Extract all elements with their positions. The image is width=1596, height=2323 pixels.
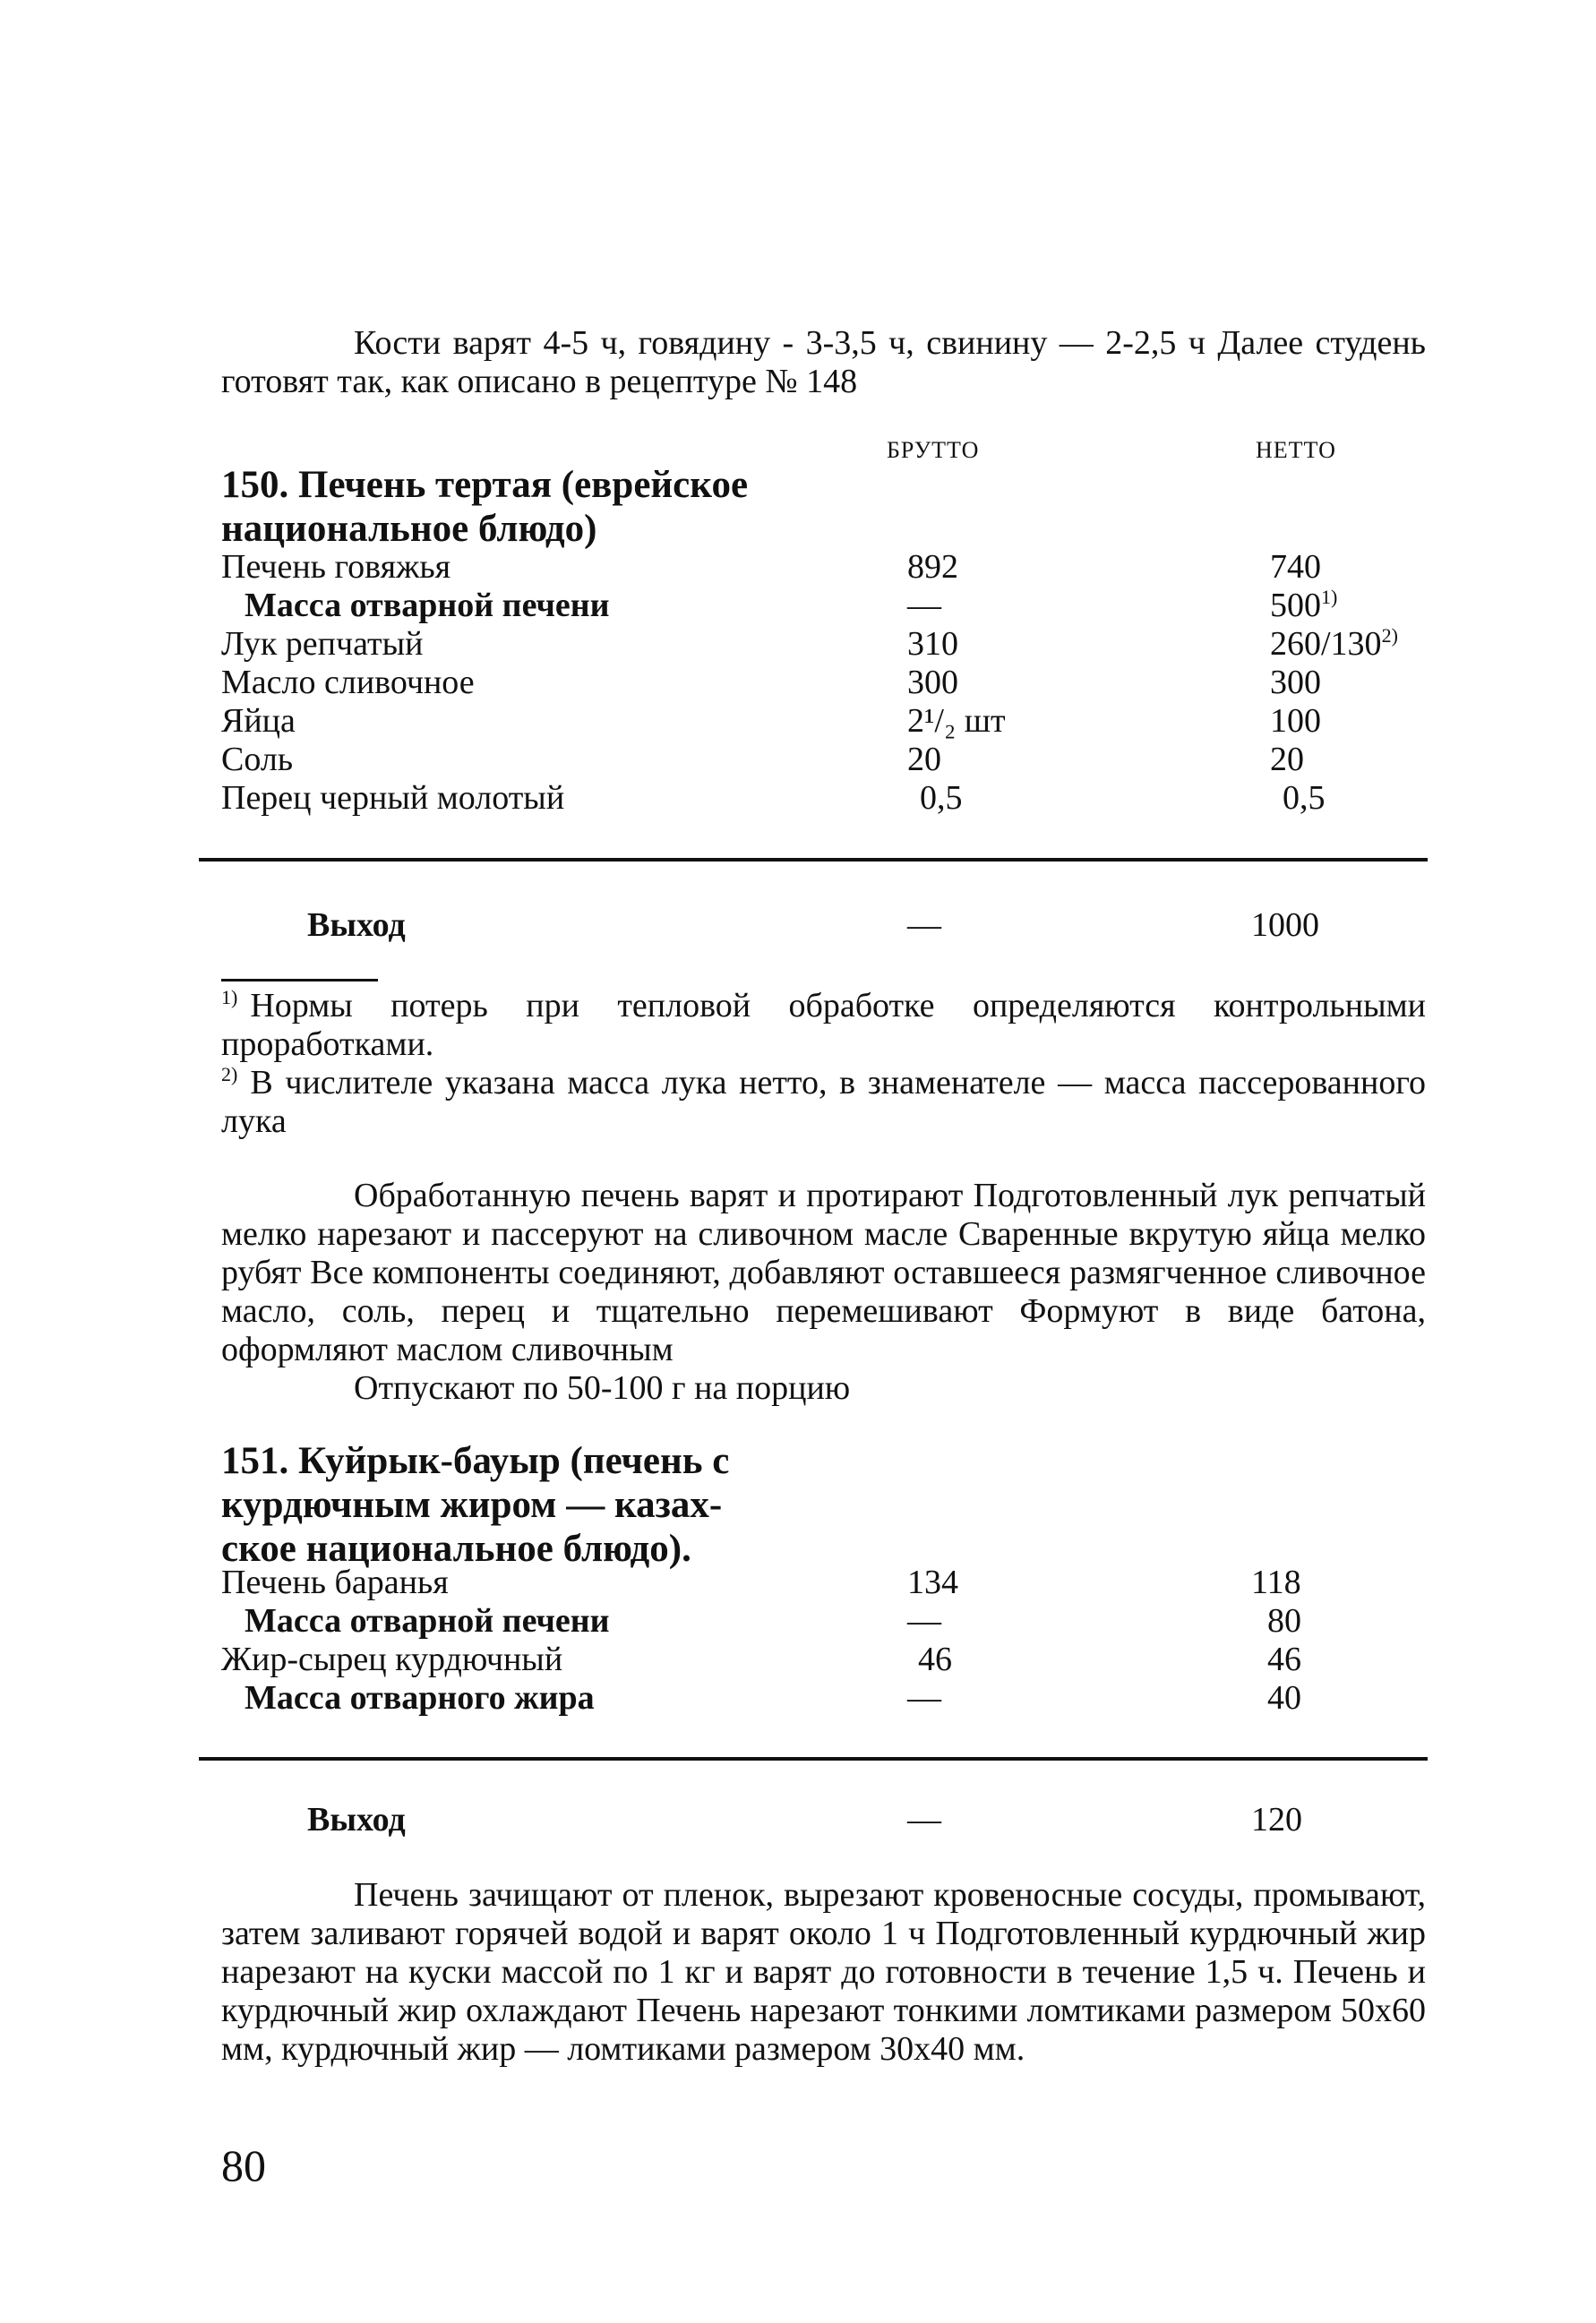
ingredient-brutto: 0,5 [920, 779, 963, 817]
yield-label: Выход [307, 1801, 406, 1839]
yield-brutto: — [907, 1801, 941, 1839]
table-row [221, 702, 1426, 741]
footnote-1: $^{1)}$ Нормы потерь при тепловой обработке определяются контрольными проработками. [221, 986, 1426, 1063]
ingredient-name: Лук репчатый [221, 625, 424, 663]
table-row [221, 625, 1426, 664]
yield-netto: 1000 [1251, 906, 1319, 944]
ingredient-netto: 118 [1251, 1564, 1301, 1601]
ingredient-netto: 260/130$^{2)}$ [1270, 624, 1398, 663]
table-row [221, 1679, 1426, 1718]
table-row [221, 1602, 1426, 1641]
table-row [221, 548, 1426, 587]
recipe-150-title-line1: 150. Печень тертая (еврейское [221, 464, 749, 506]
ingredient-name: Печень говяжья [221, 548, 451, 586]
ingredient-netto: 46 [1267, 1641, 1301, 1678]
recipe-151-title [221, 1439, 729, 1571]
footnote-divider [221, 979, 378, 981]
recipe-151-title-line1: 151. Куйрык-бауыр (печень с [221, 1440, 730, 1482]
ingredient-netto: 0,5 [1283, 779, 1326, 817]
ingredient-name: Соль [221, 741, 294, 778]
ingredient-name: Печень баранья [221, 1564, 449, 1601]
table-divider [199, 1757, 1428, 1761]
ingredient-brutto: 134 [907, 1564, 958, 1601]
ingredient-brutto: 2¹/₂ шт [907, 702, 1006, 740]
recipe-150-method: Обработанную печень варят и протирают Подготовленный лук репчатый мелко нарезают и пассеруют на сливочном масле Сваренные вкрутую яйца мелко рубят Все компоненты соединяют, добавляют оставшееся размягченное сливочное масло, соль, перец и тщательно перемешивают Формуют в виде батона, оформляют маслом сливочным [221, 1177, 1426, 1368]
ingredient-brutto: — [907, 1602, 941, 1640]
ingredient-brutto: — [907, 1679, 941, 1717]
yield-row [221, 1801, 1426, 1839]
ingredient-netto: 20 [1270, 741, 1304, 778]
footnote-2-mark: 2) [221, 1063, 238, 1085]
yield-brutto: — [907, 906, 941, 944]
recipe-150-serving: Отпускают по 50-100 г на порцию [354, 1369, 851, 1407]
recipe-150-title [221, 463, 748, 551]
table-row [221, 741, 1426, 779]
ingredient-name: Масло сливочное [221, 664, 475, 701]
footnote-ref: 1) [1321, 586, 1338, 608]
page-number: 80 [221, 2140, 266, 2190]
ingredient-name: Яйца [221, 702, 296, 740]
yield-row [221, 906, 1426, 945]
ingredient-netto: 40 [1267, 1679, 1301, 1717]
ingredient-netto: 740 [1270, 548, 1321, 586]
ingredient-brutto: — [907, 587, 941, 624]
recipe-151-title-line2: курдючным жиром — казах- [221, 1484, 723, 1526]
footnote-ref: 2) [1381, 624, 1398, 647]
ingredient-brutto: 310 [907, 625, 958, 663]
ingredient-brutto: 20 [907, 741, 941, 778]
ingredient-brutto: 46 [918, 1641, 952, 1678]
table-row [221, 779, 1426, 818]
table-row [221, 1564, 1426, 1602]
footnote-1-mark: 1) [221, 986, 238, 1008]
recipe-151-title-line3: ское национальное блюдо). [221, 1528, 691, 1570]
ingredient-name: Масса отварной печени [245, 1602, 610, 1640]
table-divider [199, 858, 1428, 861]
footnote-2: $^{2)}$ В числителе указана масса лука нетто, в знаменателе — масса пассерованного лука [221, 1063, 1426, 1140]
ingredient-name: Жир-сырец курдючный [221, 1641, 563, 1678]
ingredient-brutto: 300 [907, 664, 958, 701]
ingredient-name: Масса отварного жира [245, 1679, 595, 1717]
table-row [221, 664, 1426, 702]
ingredient-netto: 100 [1270, 702, 1321, 740]
ingredient-name: Перец черный молотый [221, 779, 565, 817]
table-row [221, 587, 1426, 625]
recipe-151-method: Печень зачищают от пленок, вырезают кровеносные сосуды, промывают, затем заливают горячей водой и варят около 1 ч Подготовленный курдючный жир нарезают на куски массой по 1 кг и варят до готовности в течение 1,5 ч. Печень и курдючный жир охлаждают Печень нарезают тонкими ломтиками размером 50х60 мм, курдючный жир — ломтиками размером 30х40 мм. [221, 1876, 1426, 2068]
intro-paragraph: Кости варят 4-5 ч, говядину - 3-3,5 ч, свинину — 2-2,5 ч Далее студень готовят так, как описано в рецептуре № 148 [221, 324, 1426, 400]
column-header-brutto: БРУТТО [887, 437, 980, 463]
yield-netto: 120 [1251, 1801, 1302, 1839]
ingredient-brutto: 892 [907, 548, 958, 586]
ingredient-netto: 500$^{1)}$ [1270, 586, 1338, 624]
yield-label: Выход [307, 906, 406, 944]
ingredient-netto: 80 [1267, 1602, 1301, 1640]
column-header-netto: НЕТТО [1256, 437, 1336, 463]
recipe-150-title-line2: национальное блюдо) [221, 508, 597, 550]
table-row [221, 1641, 1426, 1679]
ingredient-name: Масса отварной печени [245, 587, 610, 624]
ingredient-netto: 300 [1270, 664, 1321, 701]
